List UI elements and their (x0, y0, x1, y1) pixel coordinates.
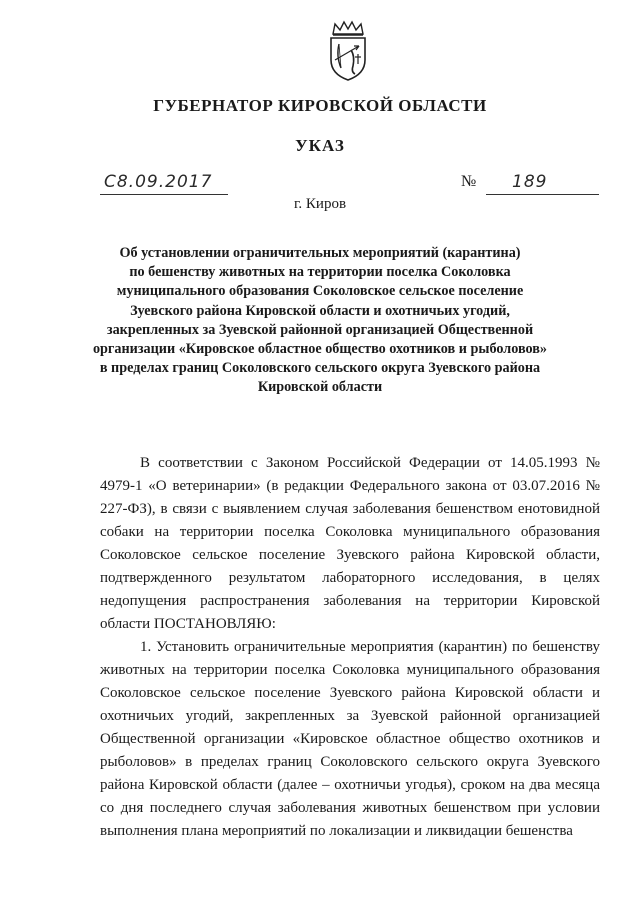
subject-line: организации «Кировское областное общество охотников и рыболовов» (92, 341, 548, 358)
authority-title: ГУБЕРНАТОР КИРОВСКОЙ ОБЛАСТИ (153, 96, 487, 115)
item-1-paragraph: 1. Установить ограничительные мероприятия (карантин) по бешенству животных на территории поселка Соколовка муниципального образования Соколовское сельское поселение Зуевского района Кировской области и охотничьих угодий, закрепленных за Зуевской районной организацией Общественной организации «Кировское областное общество охотников и рыболовов» в пределах границ Соколовского сельского округа Зуевского района Кировской области (далее – охотничьи угодья), сроком на два месяца со дня последнего случая заболевания животных бешенством при условии выполнения плана мероприятий по локализации и ликвидации бешенства (100, 639, 600, 839)
preamble-text: В соответствии с Законом Российской Федерации от 14.05.1993 № 4979-1 «О ветеринарии» (в редакции Федерального закона от 03.07.2016 № 227-ФЗ), в связи с выявлением случая заболевания бешенством енотовидной собаки на территории поселка Соколовка муниципального образования Соколовское сельское поселение Зуевского района Кировской области, подтвержденного результатом лабораторного исследования, в целях недопущения распространения заболевания на территории Кировской области (100, 455, 600, 632)
subject-line: в пределах границ Соколовского сельского округа Зуевского района (99, 360, 541, 377)
subject-line: Об установлении ограничительных мероприятий (карантина) (119, 245, 521, 261)
date-field (100, 172, 228, 195)
subject-line: муниципального образования Соколовское сельское поселение (116, 283, 524, 300)
subject-line: Кировской области (257, 379, 383, 396)
subject-line: закрепленных за Зуевской районной организацией Общественной (106, 321, 534, 338)
subject-line: по бешенству животных на территории поселка Соколовка (129, 264, 511, 281)
preamble-paragraph (100, 452, 600, 636)
handwritten-number: 189 (512, 172, 548, 192)
kirov-coat-of-arms-icon (325, 20, 371, 82)
number-sign: № (461, 173, 477, 190)
document-type: УКАЗ (295, 136, 345, 155)
number-field (486, 172, 599, 195)
document-subject (80, 244, 560, 398)
document-body (100, 452, 600, 843)
handwritten-date: С8.09.2017 (104, 172, 213, 192)
decree-word: ПОСТАНОВЛЯЮ: (153, 616, 276, 632)
subject-line: Зуевского района Кировской области и охотничьих угодий, (130, 302, 510, 319)
city-name: г. Киров (293, 196, 347, 212)
